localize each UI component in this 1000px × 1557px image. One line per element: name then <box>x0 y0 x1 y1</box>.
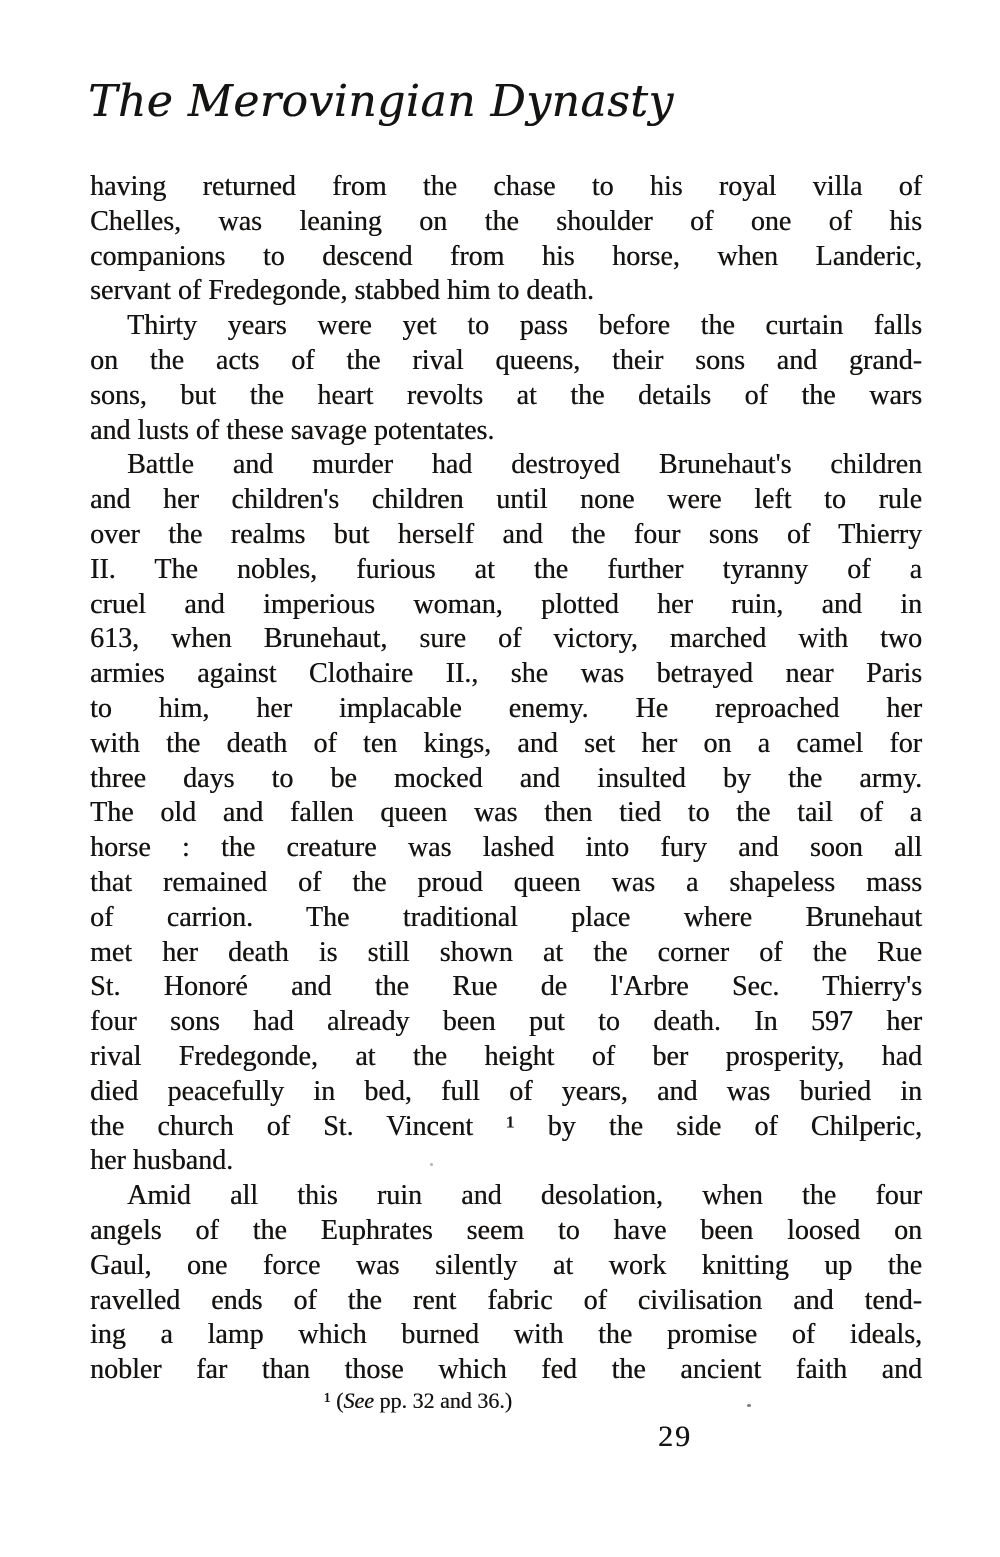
footnote-italic-word: See <box>343 1388 374 1413</box>
text-line: and her children's children until none were left to rule <box>90 484 922 516</box>
text-line: armies against Clothaire II., she was betrayed near Paris <box>90 658 922 690</box>
scan-speck <box>430 1163 433 1166</box>
text-line: having returned from the chase to his royal villa of <box>90 171 922 202</box>
footnote <box>324 1388 512 1414</box>
footnote-rest: pp. 32 and 36.) <box>373 1388 513 1413</box>
scan-speck <box>747 1404 751 1407</box>
text-line: of carrion. The traditional place where Brunehaut <box>90 901 922 933</box>
text-line: Battle and murder had destroyed Brunehaut's children <box>127 449 922 481</box>
paragraph <box>90 170 922 309</box>
text-line: rival Fredegonde, at the height of ber prosperity, had <box>90 1040 922 1072</box>
text-line: died peacefully in bed, full of years, and was buried in <box>90 1075 922 1107</box>
text-block <box>90 170 922 1388</box>
paragraph <box>90 448 922 1179</box>
text-line: Gaul, one force was silently at work knitting up the <box>90 1249 922 1281</box>
text-line: ravelled ends of the rent fabric of civilisation and tend- <box>90 1284 922 1316</box>
footnote-marker: ¹ ( <box>324 1388 344 1413</box>
text-line: sons, but the heart revolts at the details of the wars <box>90 379 922 411</box>
paragraph <box>90 1179 922 1388</box>
text-line: The old and fallen queen was then tied to the tail of a <box>90 797 922 829</box>
text-line: the church of St. Vincent ¹ by the side of Chilperic, <box>90 1110 922 1142</box>
text-line: on the acts of the rival queens, their sons and grand- <box>90 344 922 376</box>
paragraph <box>90 309 922 448</box>
text-line: ing a lamp which burned with the promise of ideals, <box>90 1319 922 1351</box>
text-line: three days to be mocked and insulted by the army. <box>90 762 922 794</box>
text-line: nobler far than those which fed the ancient faith and <box>90 1354 922 1386</box>
text-line: St. Honoré and the Rue de l'Arbre Sec. Thierry's <box>90 971 922 1003</box>
text-line: companions to descend from his horse, when Landeric, <box>90 240 922 272</box>
text-line: angels of the Euphrates seem to have been loosed on <box>90 1214 922 1246</box>
text-line: her husband. <box>90 1145 234 1177</box>
text-line: cruel and imperious woman, plotted her ruin, and in <box>90 588 922 620</box>
text-line: four sons had already been put to death. In 597 her <box>90 1006 922 1038</box>
page-number: 29 <box>658 1420 692 1453</box>
text-line: Thirty years were yet to pass before the curtain falls <box>127 310 922 342</box>
text-line: Chelles, was leaning on the shoulder of one of his <box>90 205 922 237</box>
page-title: The Merovingian Dynasty <box>88 76 674 127</box>
text-line: 613, when Brunehaut, sure of victory, marched with two <box>90 623 922 655</box>
text-line: and lusts of these savage potentates. <box>90 414 495 446</box>
text-line: Amid all this ruin and desolation, when the four <box>127 1180 922 1212</box>
text-line: horse : the creature was lashed into fury and soon all <box>90 832 922 864</box>
text-line: to him, her implacable enemy. He reproached her <box>90 692 922 724</box>
text-line: with the death of ten kings, and set her on a camel for <box>90 727 922 759</box>
text-line: that remained of the proud queen was a shapeless mass <box>90 866 922 898</box>
text-line: servant of Fredegonde, stabbed him to death. <box>90 275 594 307</box>
text-line: met her death is still shown at the corner of the Rue <box>90 936 922 968</box>
text-line: over the realms but herself and the four sons of Thierry <box>90 518 922 550</box>
text-line: II. The nobles, furious at the further tyranny of a <box>90 553 922 585</box>
